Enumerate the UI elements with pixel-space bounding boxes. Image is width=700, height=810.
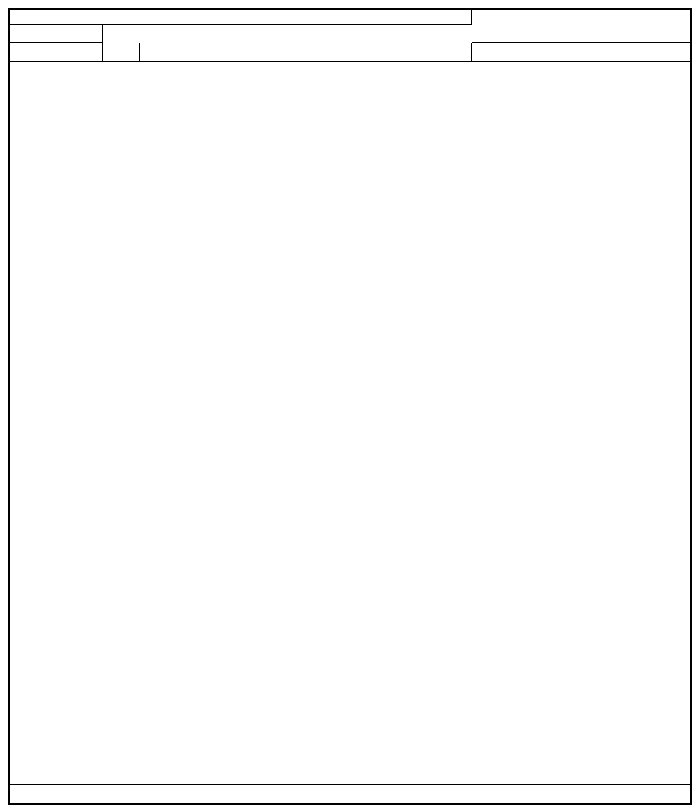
model-code [10,25,103,43]
note-line [10,785,690,803]
dn-label [10,43,103,62]
table-title [10,10,472,25]
function-header [472,10,690,43]
dn-code [103,43,140,62]
selection-table [8,8,692,805]
dn-empty-cell [140,43,472,62]
example-block [10,727,690,785]
dn-desc [472,43,690,62]
